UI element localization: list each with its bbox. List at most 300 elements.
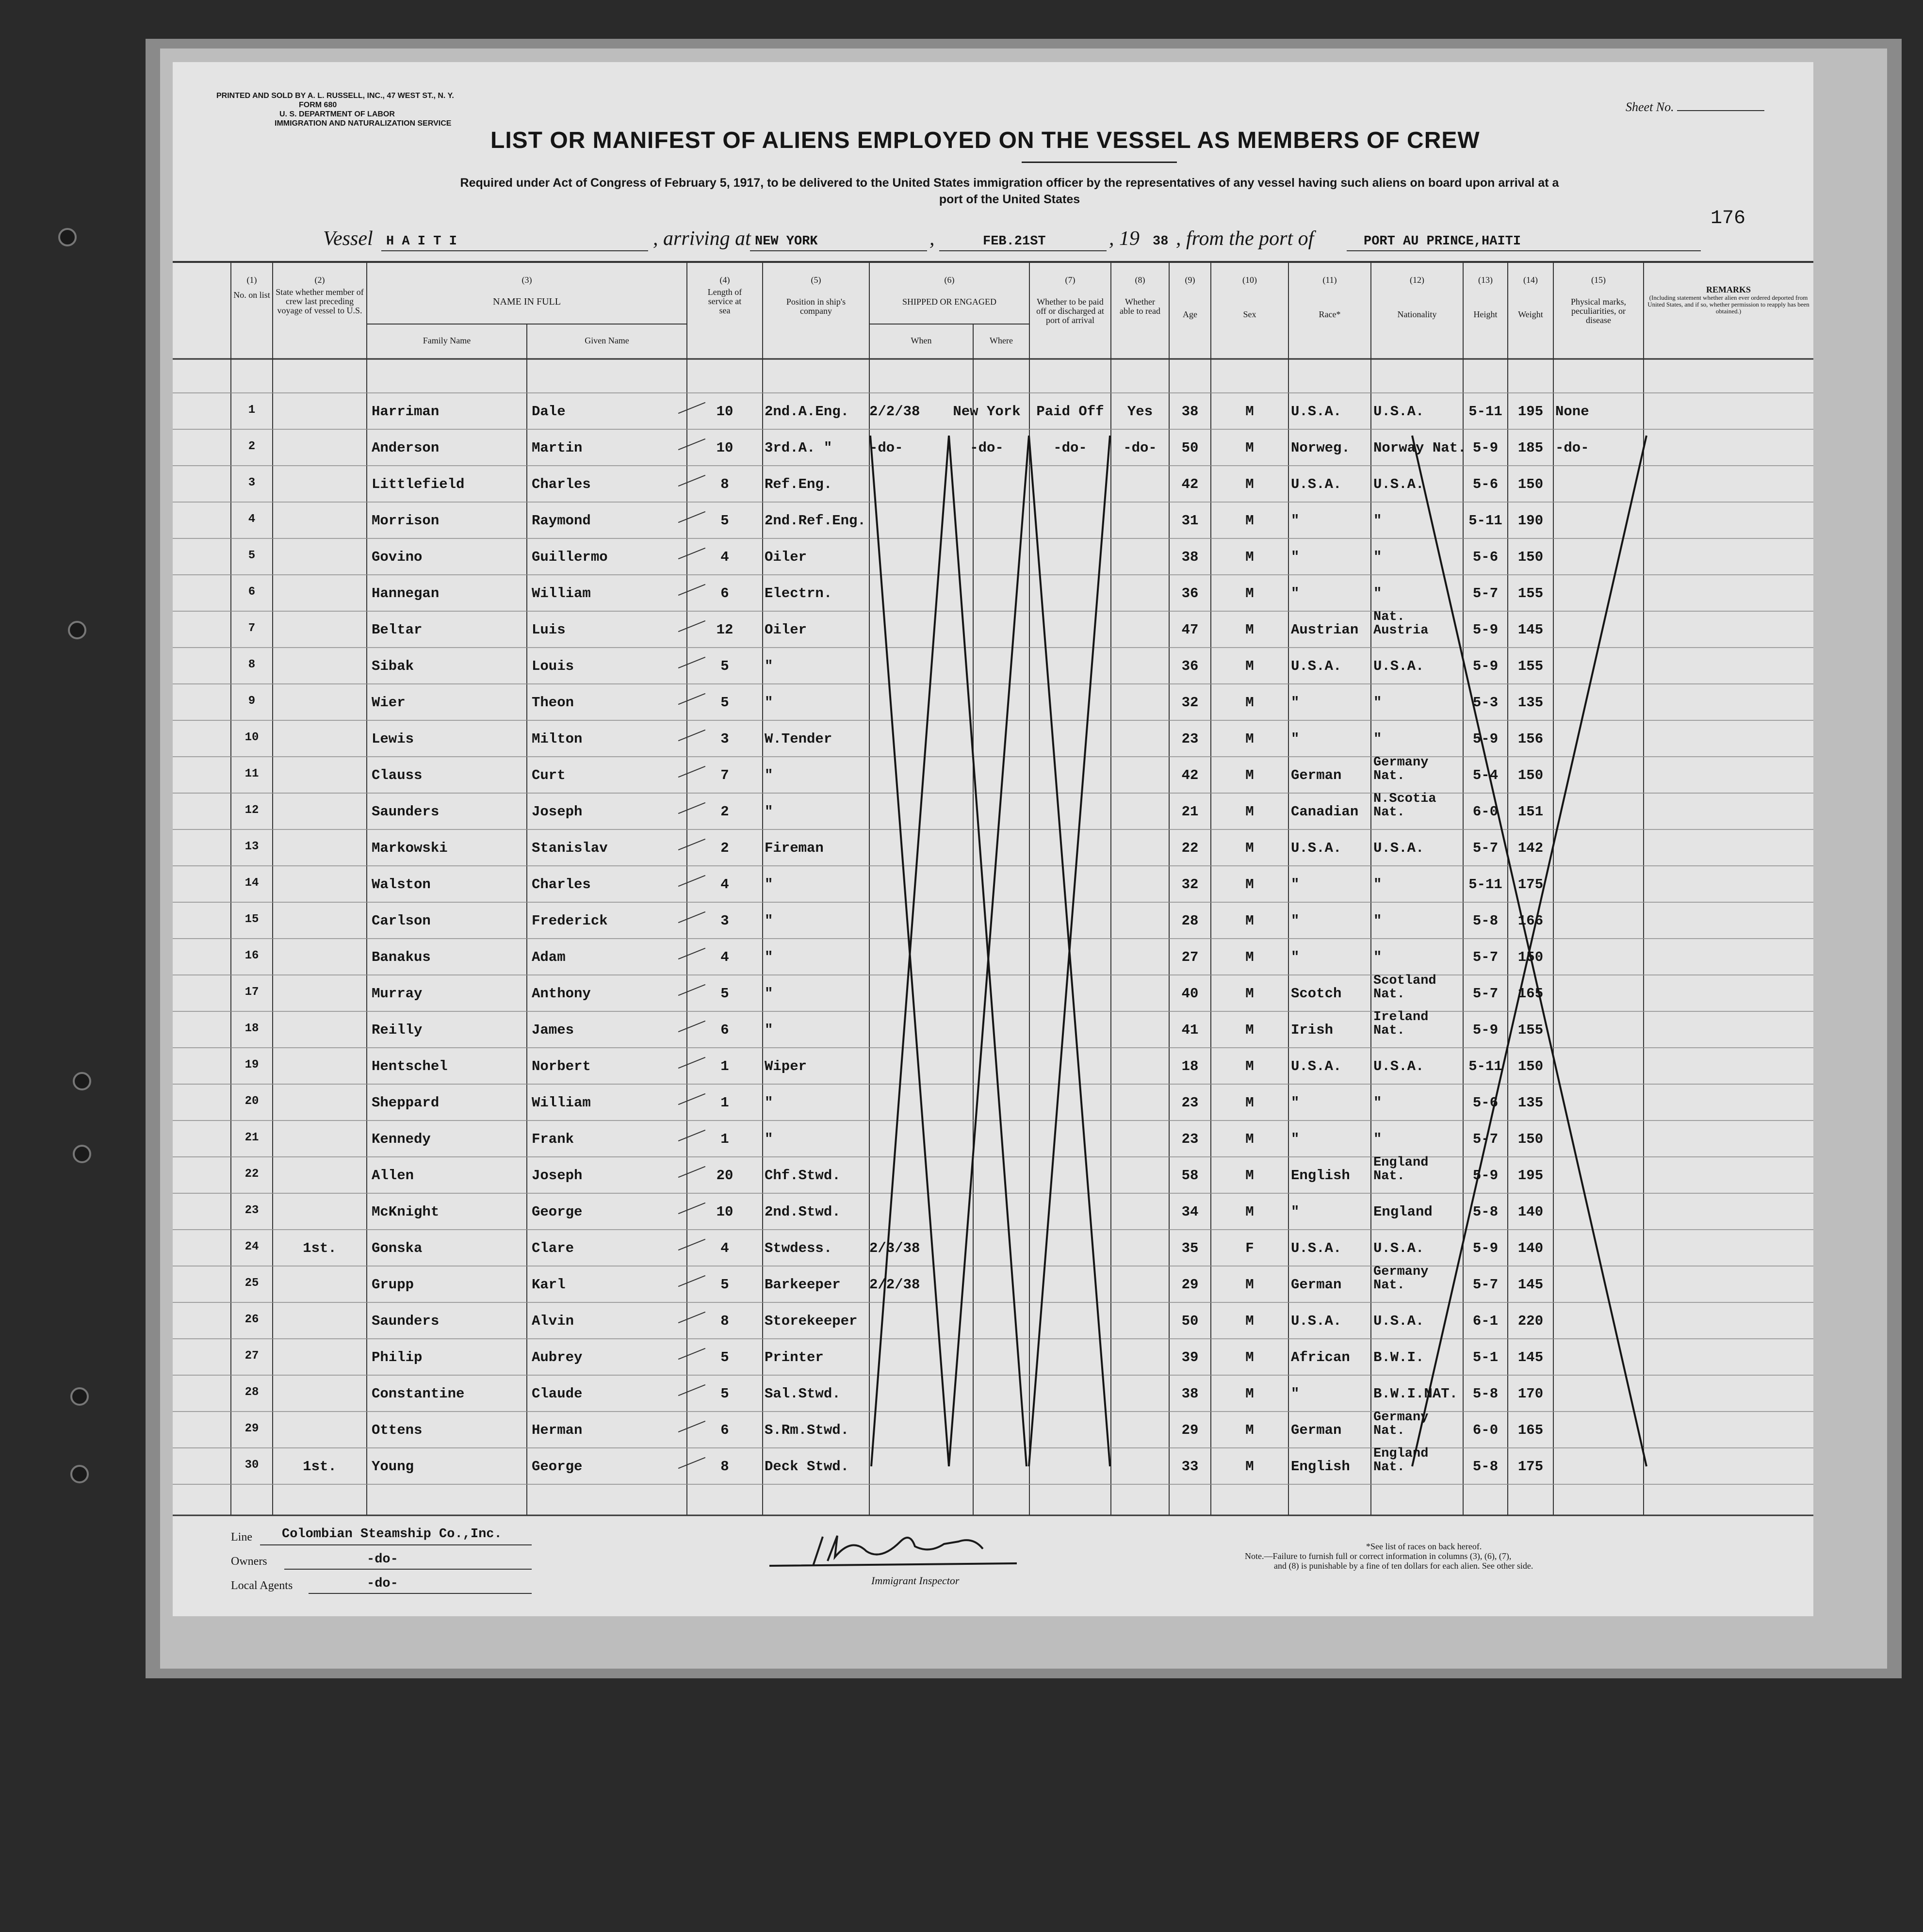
service-line: IMMIGRATION AND NATURALIZATION SERVICE <box>275 119 452 128</box>
cell-position: " <box>765 986 773 1002</box>
cell-given: Herman <box>532 1422 583 1438</box>
col-header-remarks: REMARKS (Including statement whether alien ever ordered deported from United States, and if so, whether permission to reapply has been obtained.) <box>1647 285 1809 315</box>
cell-given: William <box>532 1095 591 1111</box>
cell-no: 24 <box>244 1240 259 1253</box>
cell-nationality: U.S.A. <box>1373 1313 1424 1329</box>
cell-race: " <box>1291 549 1300 565</box>
cell-family: Wier <box>372 695 406 711</box>
cell-family: Govino <box>372 549 423 565</box>
cell-no: 9 <box>248 695 256 708</box>
cell-service: 10 <box>716 404 733 420</box>
cell-service: 4 <box>720 1240 729 1256</box>
cell-race: " <box>1291 731 1300 747</box>
table-row <box>173 975 1813 1011</box>
cell-position: Oiler <box>765 549 807 565</box>
cell-age: 27 <box>1181 949 1199 965</box>
cell-given: James <box>532 1022 574 1038</box>
cell-given: Guillermo <box>532 549 608 565</box>
table-row <box>173 1048 1813 1084</box>
agents-value: -do- <box>367 1576 398 1591</box>
cell-height: 5-11 <box>1468 404 1502 420</box>
footer-note-line-3: and (8) is punishable by a fine of ten dollars for each alien. See other side. <box>1274 1561 1533 1571</box>
cell-height: 5-6 <box>1472 476 1499 492</box>
cell-service: 4 <box>720 877 729 893</box>
cell-given: Frank <box>532 1131 574 1147</box>
nationality-line-2: Nat. <box>1373 1460 1405 1475</box>
cell-given: Theon <box>532 695 574 711</box>
cell-weight: 145 <box>1517 1277 1544 1293</box>
cell-age: 31 <box>1181 513 1199 529</box>
nationality-line-1: England <box>1373 1155 1429 1170</box>
cell-service: 5 <box>720 1349 729 1365</box>
table-row <box>173 1011 1813 1048</box>
col-header-read: (8) Whether able to read <box>1120 275 1160 316</box>
cell-race: African <box>1291 1349 1350 1365</box>
cell-age: 29 <box>1181 1277 1199 1293</box>
subtitle-line-2: port of the United States <box>939 193 1080 206</box>
cell-nationality: U.S.A. <box>1373 1240 1424 1256</box>
cell-sex: M <box>1245 731 1254 747</box>
col-header-age: (9) Age <box>1183 275 1197 319</box>
cell-weight: 165 <box>1517 986 1544 1002</box>
cell-age: 29 <box>1181 1422 1199 1438</box>
cell-family: Kennedy <box>372 1131 431 1147</box>
nationality-line-2: Nat. <box>1373 1278 1405 1293</box>
cell-nationality: " <box>1373 585 1382 601</box>
cell-sex: M <box>1245 1131 1254 1147</box>
cell-race: English <box>1291 1459 1350 1475</box>
arrival-year: 38 <box>1153 234 1169 249</box>
cell-family: Hannegan <box>372 585 440 601</box>
cell-race: " <box>1291 585 1300 601</box>
cell-weight: 150 <box>1517 1058 1544 1074</box>
cell-nationality: U.S.A. <box>1373 1058 1424 1074</box>
cell-sex: M <box>1245 986 1254 1002</box>
cell-age: 32 <box>1181 877 1199 893</box>
cell-position: Oiler <box>765 622 807 638</box>
nationality-line-2: Nat. <box>1373 987 1405 1002</box>
cell-nationality <box>1373 1447 1470 1474</box>
cell-race: U.S.A. <box>1291 1058 1342 1074</box>
cell-age: 38 <box>1181 549 1199 565</box>
cell-sex: M <box>1245 767 1254 783</box>
cell-given: Aubrey <box>532 1349 583 1365</box>
cell-age: 36 <box>1181 658 1199 674</box>
cell-nationality: " <box>1373 1131 1382 1147</box>
cell-race: " <box>1291 877 1300 893</box>
cell-nationality: " <box>1373 513 1382 529</box>
cell-position: " <box>765 1022 773 1038</box>
cell-nationality: B.W.I. <box>1373 1349 1424 1365</box>
cell-weight: 151 <box>1517 804 1544 820</box>
cell-position: " <box>765 658 773 674</box>
cell-given: Frederick <box>532 913 608 929</box>
cell-sex: M <box>1245 1022 1254 1038</box>
line-label: Line <box>231 1531 252 1543</box>
cell-height: 5-7 <box>1472 1131 1499 1147</box>
cell-service: 6 <box>720 1022 729 1038</box>
cell-no: 23 <box>244 1204 259 1217</box>
arriving-label: , arriving at <box>653 227 751 250</box>
cell-race: U.S.A. <box>1291 1313 1342 1329</box>
cell-weight: 155 <box>1517 585 1544 601</box>
cell-given: Martin <box>532 440 583 456</box>
line-value: Colombian Steamship Co.,Inc. <box>282 1527 502 1542</box>
col-header-physical-marks: (15) Physical marks, peculiarities, or disease <box>1571 275 1626 325</box>
subtitle-line-1: Required under Act of Congress of February 5, 1917, to be delivered to the United States immigration officer by the representatives of any vessel having such aliens on board upon arrival at a <box>460 176 1559 190</box>
cell-weight: 165 <box>1517 1422 1544 1438</box>
cell-family: Banakus <box>372 949 431 965</box>
col-header-height: (13) Height <box>1473 275 1498 319</box>
cell-weight: 185 <box>1517 440 1544 456</box>
cell-no: 29 <box>244 1422 259 1435</box>
cell-position: 2nd.Ref.Eng. <box>765 513 866 529</box>
cell-no: 11 <box>244 767 259 780</box>
cell-position: " <box>765 767 773 783</box>
cell-height: 5-9 <box>1472 1022 1499 1038</box>
cell-prev: 1st. <box>303 1459 337 1475</box>
cell-service: 5 <box>720 1277 729 1293</box>
cell-marks: None <box>1555 404 1589 420</box>
cell-no: 27 <box>244 1349 259 1363</box>
cell-height: 5-9 <box>1472 1168 1499 1184</box>
table-row <box>173 648 1813 684</box>
cell-sex: M <box>1245 840 1254 856</box>
cell-weight: 195 <box>1517 404 1544 420</box>
cell-nationality: England <box>1373 1204 1433 1220</box>
cell-no: 26 <box>244 1313 259 1326</box>
cell-age: 23 <box>1181 1095 1199 1111</box>
table-row <box>173 575 1813 611</box>
cell-no: 18 <box>244 1022 259 1035</box>
cell-given: William <box>532 585 591 601</box>
cell-family: Allen <box>372 1168 414 1184</box>
col-header-service: (4) Length of service at sea <box>707 275 742 315</box>
cell-read: Yes <box>1127 404 1153 420</box>
cell-given: Raymond <box>532 513 591 529</box>
cell-family: Walston <box>372 877 431 893</box>
cell-weight: 145 <box>1517 1349 1544 1365</box>
table-row <box>173 1120 1813 1157</box>
cell-family: Lewis <box>372 731 414 747</box>
cell-race: Canadian <box>1291 804 1359 820</box>
cell-no: 7 <box>248 622 256 635</box>
cell-no: 5 <box>248 549 256 562</box>
cell-height: 5-4 <box>1472 767 1499 783</box>
cell-nationality: U.S.A. <box>1373 658 1424 674</box>
table-row <box>173 1266 1813 1302</box>
col-header-name: (3) NAME IN FULL <box>493 275 561 307</box>
cell-sex: M <box>1245 1349 1254 1365</box>
cell-service: 5 <box>720 695 729 711</box>
cell-family: Markowski <box>372 840 448 856</box>
col-header-weight: (14) Weight <box>1518 275 1543 319</box>
cell-nationality <box>1373 1156 1470 1183</box>
cell-height: 5-8 <box>1472 1459 1499 1475</box>
cell-family: Littlefield <box>372 476 465 492</box>
signature-scribble <box>755 1527 1027 1575</box>
table-row <box>173 866 1813 902</box>
table-row <box>173 902 1813 939</box>
cell-no: 2 <box>248 440 256 453</box>
cell-weight: 140 <box>1517 1204 1544 1220</box>
nationality-line-2: Austria <box>1373 623 1429 638</box>
table-row <box>173 1193 1813 1230</box>
cell-sex: M <box>1245 1386 1254 1402</box>
cell-sex: M <box>1245 1422 1254 1438</box>
cell-age: 23 <box>1181 1131 1199 1147</box>
footer-note-line-1: *See list of races on back hereof. <box>1366 1542 1482 1551</box>
inspector-signature <box>755 1527 1027 1585</box>
binder-hole <box>73 1145 91 1163</box>
cell-no: 17 <box>244 986 259 999</box>
cell-position: 2nd.Stwd. <box>765 1204 841 1220</box>
cell-no: 28 <box>244 1386 259 1399</box>
cell-position: 3rd.A. " <box>765 440 832 456</box>
cell-race: " <box>1291 1386 1300 1402</box>
cell-paid: Paid Off <box>1036 404 1104 420</box>
cell-nationality: " <box>1373 913 1382 929</box>
cell-service: 4 <box>720 949 729 965</box>
cell-service: 4 <box>720 549 729 565</box>
cell-service: 2 <box>720 804 729 820</box>
origin-port: PORT AU PRINCE,HAITI <box>1364 234 1521 249</box>
cell-height: 5-9 <box>1472 658 1499 674</box>
cell-given: Charles <box>532 476 591 492</box>
cell-position: Ref.Eng. <box>765 476 832 492</box>
cell-race: " <box>1291 1204 1300 1220</box>
cell-service: 5 <box>720 1386 729 1402</box>
cell-no: 16 <box>244 949 259 962</box>
cell-service: 8 <box>720 1313 729 1329</box>
cell-given: Karl <box>532 1277 566 1293</box>
cell-service: 7 <box>720 767 729 783</box>
cell-race: U.S.A. <box>1291 658 1342 674</box>
cell-given: Curt <box>532 767 566 783</box>
nationality-line-1: Germany <box>1373 755 1429 770</box>
cell-sex: M <box>1245 1204 1254 1220</box>
cell-height: 5-11 <box>1468 877 1502 893</box>
cell-sex: F <box>1245 1240 1254 1256</box>
cell-race: U.S.A. <box>1291 476 1342 492</box>
cell-family: Sheppard <box>372 1095 440 1111</box>
cell-race: Irish <box>1291 1022 1334 1038</box>
cell-weight: 142 <box>1517 840 1544 856</box>
cell-service: 5 <box>720 513 729 529</box>
cell-age: 40 <box>1181 986 1199 1002</box>
year-prefix: , 19 <box>1109 227 1140 250</box>
cell-sex: M <box>1245 804 1254 820</box>
cell-weight: 175 <box>1517 1459 1544 1475</box>
owners-value: -do- <box>367 1552 398 1567</box>
cell-family: Clauss <box>372 767 423 783</box>
cell-nationality <box>1373 756 1470 783</box>
cell-position: " <box>765 1095 773 1111</box>
cell-weight: 150 <box>1517 949 1544 965</box>
col-header-no: (1) No. on list <box>233 275 270 300</box>
cell-no: 25 <box>244 1277 259 1290</box>
cell-position: S.Rm.Stwd. <box>765 1422 849 1438</box>
cell-height: 5-9 <box>1472 1240 1499 1256</box>
cell-height: 5-9 <box>1472 440 1499 456</box>
cell-weight: 150 <box>1517 476 1544 492</box>
cell-race: " <box>1291 1131 1300 1147</box>
cell-race: " <box>1291 949 1300 965</box>
cell-race: Norweg. <box>1291 440 1350 456</box>
cell-position: 2nd.A.Eng. <box>765 404 849 420</box>
table-row <box>173 429 1813 466</box>
owners-label: Owners <box>231 1555 267 1568</box>
cell-age: 47 <box>1181 622 1199 638</box>
cell-family: Young <box>372 1459 414 1475</box>
cell-sex: M <box>1245 440 1254 456</box>
table-row <box>173 829 1813 866</box>
arrival-port: NEW YORK <box>755 234 818 249</box>
cell-height: 5-7 <box>1472 1277 1499 1293</box>
cell-family: Murray <box>372 986 423 1002</box>
cell-family: Anderson <box>372 440 440 456</box>
cell-service: 2 <box>720 840 729 856</box>
cell-given: George <box>532 1204 583 1220</box>
cell-age: 41 <box>1181 1022 1199 1038</box>
nationality-line-2: Nat. <box>1373 769 1405 783</box>
cell-position: " <box>765 804 773 820</box>
cell-age: 22 <box>1181 840 1199 856</box>
cell-when: 2/2/38 <box>869 404 920 420</box>
cell-height: 5-8 <box>1472 1204 1499 1220</box>
cell-when: 2/3/38 <box>869 1240 920 1256</box>
table-row <box>173 611 1813 648</box>
cell-position: Sal.Stwd. <box>765 1386 841 1402</box>
cell-family: Morrison <box>372 513 440 529</box>
cell-where: -do- <box>970 440 1004 456</box>
cell-race: " <box>1291 695 1300 711</box>
cell-when: 2/2/38 <box>869 1277 920 1293</box>
col-header-position: (5) Position in ship's company <box>786 275 846 316</box>
table-row <box>173 393 1813 429</box>
cell-height: 5-6 <box>1472 549 1499 565</box>
page-number: 176 <box>1711 208 1746 229</box>
table-row <box>173 1448 1813 1484</box>
cell-sex: M <box>1245 476 1254 492</box>
cell-service: 1 <box>720 1131 729 1147</box>
footer-line-info <box>231 1527 765 1609</box>
cell-sex: M <box>1245 404 1254 420</box>
cell-weight: 150 <box>1517 549 1544 565</box>
cell-weight: 190 <box>1517 513 1544 529</box>
cell-nationality: B.W.I.NAT. <box>1373 1386 1458 1402</box>
cell-nationality: " <box>1373 695 1382 711</box>
cell-position: Deck Stwd. <box>765 1459 849 1475</box>
cell-family: Philip <box>372 1349 423 1365</box>
vessel-line: Vessel H A I T I , arriving at NEW YORK , FEB.21ST , 19 38 , from the port of PORT AU PRINCE,HAITI <box>173 222 1813 256</box>
cell-family: McKnight <box>372 1204 440 1220</box>
table-row <box>173 1412 1813 1448</box>
cell-position: Storekeeper <box>765 1313 858 1329</box>
cell-given: Clare <box>532 1240 574 1256</box>
cell-race: German <box>1291 1422 1342 1438</box>
cell-position: Stwdess. <box>765 1240 832 1256</box>
cell-position: " <box>765 1131 773 1147</box>
form-number: FORM 680 <box>299 101 337 109</box>
cell-given: George <box>532 1459 583 1475</box>
cell-family: Ottens <box>372 1422 423 1438</box>
cell-no: 14 <box>244 877 259 890</box>
cell-age: 38 <box>1181 404 1199 420</box>
cell-position: " <box>765 695 773 711</box>
cell-age: 32 <box>1181 695 1199 711</box>
cell-no: 10 <box>244 731 259 744</box>
col-header-nationality: (12) Nationality <box>1397 275 1437 319</box>
cell-position: " <box>765 949 773 965</box>
cell-sex: M <box>1245 585 1254 601</box>
cell-service: 1 <box>720 1058 729 1074</box>
cell-given: Claude <box>532 1386 583 1402</box>
cell-age: 36 <box>1181 585 1199 601</box>
nationality-line-2: Nat. <box>1373 805 1405 820</box>
cell-nationality: " <box>1373 731 1382 747</box>
cell-nationality <box>1373 974 1470 1001</box>
cell-age: 58 <box>1181 1168 1199 1184</box>
col-header-shipped: (6) SHIPPED OR ENGAGED <box>902 275 996 307</box>
cell-height: 5-7 <box>1472 585 1499 601</box>
nationality-line-1: Germany <box>1373 1265 1429 1279</box>
binder-hole <box>58 228 77 246</box>
cell-height: 5-7 <box>1472 986 1499 1002</box>
nationality-line-1: Nat. <box>1373 610 1405 624</box>
nationality-line-1: England <box>1373 1446 1429 1461</box>
cell-weight: 156 <box>1517 731 1544 747</box>
cell-no: 8 <box>248 658 256 671</box>
cell-given: Dale <box>532 404 566 420</box>
cell-race: German <box>1291 1277 1342 1293</box>
cell-prev: 1st. <box>303 1240 337 1256</box>
col-header-race: (11) Race* <box>1319 275 1341 319</box>
table-row <box>173 1084 1813 1120</box>
cell-where: New York <box>953 404 1021 420</box>
table-row <box>173 538 1813 575</box>
cell-given: Joseph <box>532 1168 583 1184</box>
cell-no: 13 <box>244 840 259 853</box>
col-header-given-name: Given Name <box>585 336 629 345</box>
cell-given: Milton <box>532 731 583 747</box>
cell-service: 10 <box>716 1204 733 1220</box>
cell-height: 6-0 <box>1472 1422 1499 1438</box>
cell-nationality: " <box>1373 549 1382 565</box>
cell-sex: M <box>1245 1058 1254 1074</box>
table-row <box>173 1230 1813 1266</box>
from-label: , from the port of <box>1176 227 1314 250</box>
cell-nationality: U.S.A. <box>1373 476 1424 492</box>
cell-nationality: " <box>1373 949 1382 965</box>
sheet-number-label: Sheet No. <box>1626 100 1674 114</box>
cell-position: Chf.Stwd. <box>765 1168 841 1184</box>
cell-nationality: U.S.A. <box>1373 840 1424 856</box>
cell-height: 5-3 <box>1472 695 1499 711</box>
cell-family: Sibak <box>372 658 414 674</box>
cell-sex: M <box>1245 877 1254 893</box>
cell-service: 8 <box>720 1459 729 1475</box>
cell-paid: -do- <box>1053 440 1087 456</box>
cell-no: 20 <box>244 1095 259 1108</box>
cell-nationality <box>1373 1010 1470 1038</box>
cell-weight: 155 <box>1517 658 1544 674</box>
cell-age: 42 <box>1181 476 1199 492</box>
cell-nationality: " <box>1373 1095 1382 1111</box>
cell-weight: 135 <box>1517 1095 1544 1111</box>
table-row <box>173 1339 1813 1375</box>
col-header-sex: (10) Sex <box>1242 275 1257 319</box>
